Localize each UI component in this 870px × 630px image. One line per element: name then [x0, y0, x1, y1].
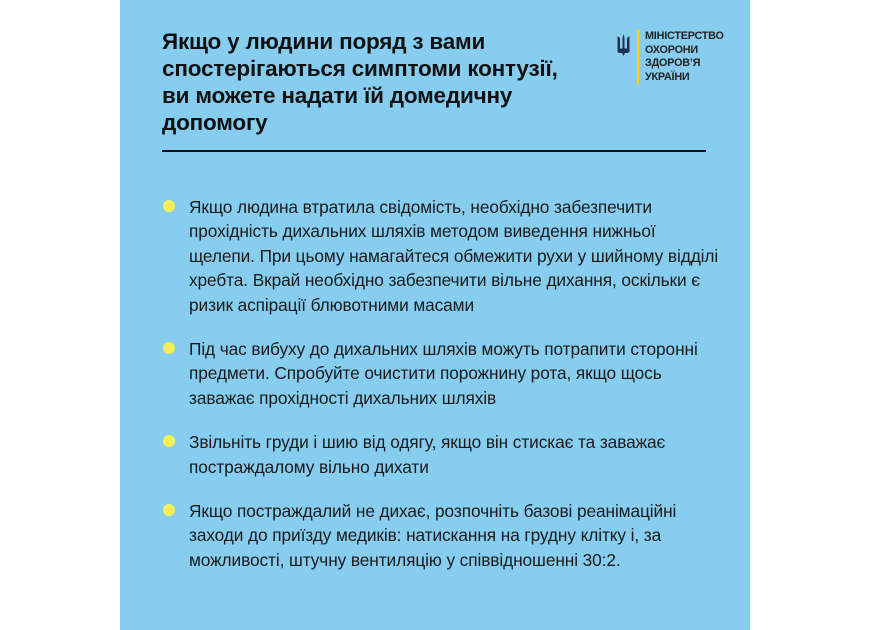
list-item-text: Звільніть груди і шию від одягу, якщо він стискає та заважає постраждалому вільно дихати [189, 432, 666, 477]
list-item-text: Під час вибуху до дихальних шляхів можуть потрапити сторонні предмети. Спробуйте очистити порожнину рота, якщо щось заважає прохідності дихальних шляхів [189, 339, 698, 408]
list-item [162, 195, 722, 317]
list-item-text: Якщо постраждалий не дихає, розпочніть базові реанімаційні заходи до приїзду медиків: натискання на грудну клітку і, за можливості, штучну вентиляцію у співвідношенні 30:2. [189, 501, 677, 570]
bullet-dot [163, 342, 175, 354]
ministry-logo [616, 30, 724, 84]
list-item [162, 430, 722, 479]
page-title: Якщо у людини поряд з вами спостерігаються симптоми контузії, ви можете надати їй домедичну допомогу [162, 29, 558, 135]
list-item [162, 499, 722, 572]
list-item-text: Якщо людина втратила свідомість, необхідно забезпечити прохідність дихальних шляхів методом виведення нижньої щелепи. При цьому намагайтеся обмежити рухи у шийному відділі хребта. Вкрай необхідно забезпечити вільне дихання, оскільки є ризик аспірації блювотними масами [189, 197, 719, 315]
ministry-line: УКРАЇНИ [645, 70, 690, 83]
ministry-accent-bar [637, 30, 639, 84]
ministry-line: ОХОРОНИ [645, 43, 698, 56]
ministry-line: МІНІСТЕРСТВО [645, 30, 724, 42]
list-item [162, 337, 722, 410]
ministry-name [645, 30, 724, 84]
bullet-list [162, 195, 722, 592]
bullet-dot [163, 200, 175, 212]
bullet-dot [163, 435, 175, 447]
trident-icon [616, 33, 631, 57]
info-card [120, 0, 750, 630]
ministry-line: ЗДОРОВ’Я [645, 57, 701, 69]
bullet-dot [163, 504, 175, 516]
title-divider [162, 150, 706, 152]
